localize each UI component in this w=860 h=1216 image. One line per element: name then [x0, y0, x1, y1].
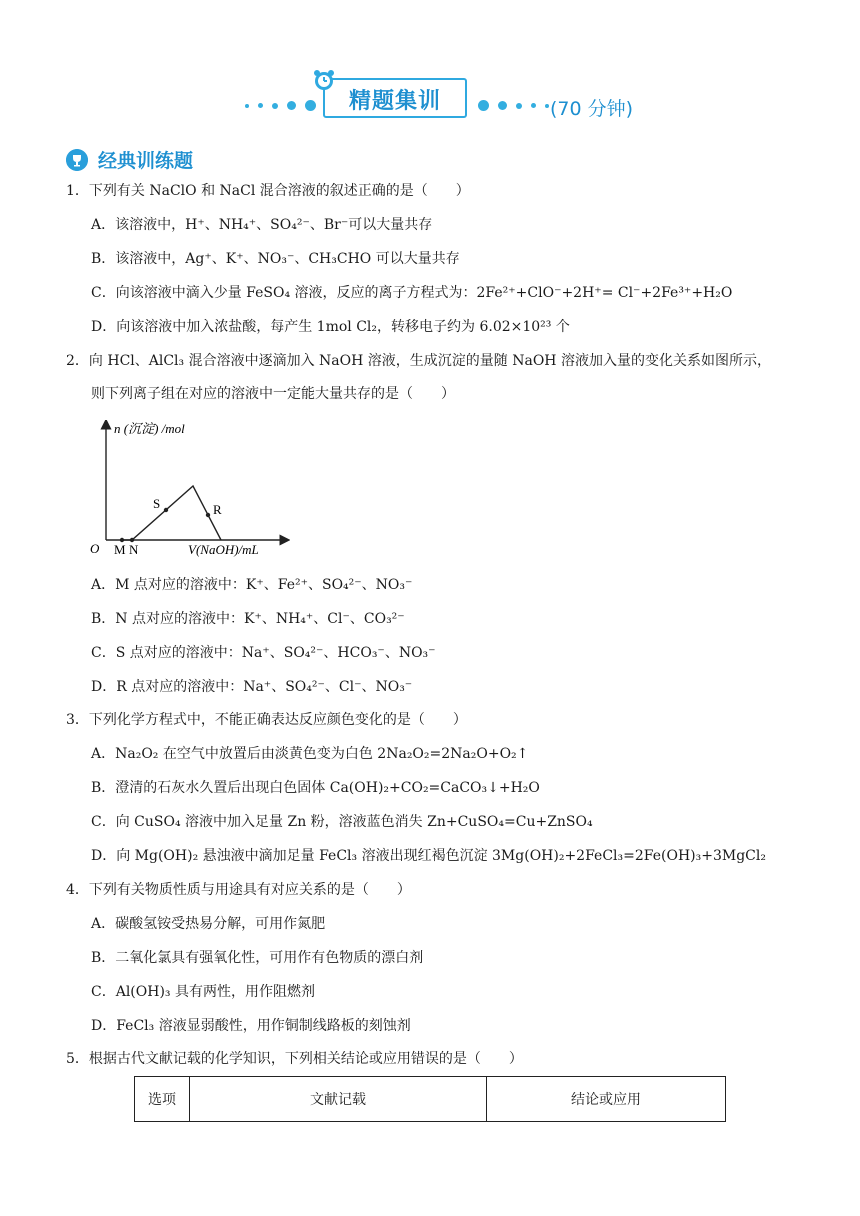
decor-dots-left	[245, 100, 316, 111]
label-s: S	[153, 496, 161, 511]
question-1-stem: 1．下列有关 NaClO 和 NaCl 混合溶液的叙述正确的是（ ）	[66, 183, 470, 199]
table-header-cell: 结论或应用	[487, 1077, 726, 1122]
question-3-option-b: B．澄清的石灰水久置后出现白色固体 Ca(OH)₂+CO₂=CaCO₃↓+H₂O	[91, 780, 540, 796]
page-title: 精题集训	[348, 89, 441, 114]
question-4-option-c: C．Al(OH)₃ 具有两性，用作阻燃剂	[91, 984, 315, 1000]
precipitate-graph	[90, 420, 290, 560]
section-title: 经典训练题	[98, 150, 194, 172]
question-4-option-b: B．二氧化氯具有强氧化性，可用作有色物质的漂白剂	[91, 950, 424, 966]
question-3-option-d: D．向 Mg(OH)₂ 悬浊液中滴加足量 FeCl₃ 溶液出现红褐色沉淀 3Mg(OH)₂+2FeCl₃=2Fe(OH)₃+3MgCl₂	[91, 848, 766, 864]
question-1-option-b: B．该溶液中，Ag⁺、K⁺、NO₃⁻、CH₃CHO 可以大量共存	[91, 251, 460, 267]
question-5-table	[134, 1076, 726, 1122]
label-m: M	[114, 542, 126, 557]
question-1-option-c: C．向该溶液中滴入少量 FeSO₄ 溶液，反应的离子方程式为：2Fe²⁺+ClO⁻+2H⁺= Cl⁻+2Fe³⁺+H₂O	[91, 285, 733, 301]
y-axis-label: n (沉淀) /mol	[114, 421, 185, 436]
trophy-icon	[66, 149, 88, 171]
question-3-option-c: C．向 CuSO₄ 溶液中加入足量 Zn 粉，溶液蓝色消失 Zn+CuSO₄=Cu+ZnSO₄	[91, 814, 593, 830]
question-2-stem-line1: 2．向 HCl、AlCl₃ 混合溶液中逐滴加入 NaOH 溶液，生成沉淀的量随 NaOH 溶液加入量的变化关系如图所示，	[66, 353, 771, 369]
title-box	[323, 78, 467, 118]
decor-dots-right	[478, 100, 549, 111]
question-4-option-d: D．FeCl₃ 溶液显弱酸性，用作铜制线路板的刻蚀剂	[91, 1018, 411, 1034]
x-axis-label: V(NaOH)/mL	[188, 542, 259, 557]
question-2-option-d: D．R 点对应的溶液中：Na⁺、SO₄²⁻、Cl⁻、NO₃⁻	[91, 679, 413, 695]
section-header	[0, 72, 860, 122]
label-r: R	[213, 502, 222, 517]
point-s	[164, 508, 168, 512]
question-2-option-b: B．N 点对应的溶液中：K⁺、NH₄⁺、Cl⁻、CO₃²⁻	[91, 611, 405, 627]
question-4-stem: 4．下列有关物质性质与用途具有对应关系的是（ ）	[66, 882, 411, 898]
question-1-option-a: A．该溶液中，H⁺、NH₄⁺、SO₄²⁻、Br⁻可以大量共存	[91, 217, 433, 233]
table-header-cell: 文献记载	[190, 1077, 487, 1122]
label-n: N	[129, 542, 139, 557]
duration-label: (70 分钟)	[550, 98, 634, 120]
question-2-option-a: A．M 点对应的溶液中：K⁺、Fe²⁺、SO₄²⁻、NO₃⁻	[91, 577, 413, 593]
section-title-row	[66, 146, 193, 173]
question-1-option-d: D．向该溶液中加入浓盐酸，每产生 1mol Cl₂，转移电子约为 6.02×10²³ 个	[91, 319, 570, 335]
point-r	[206, 513, 210, 517]
origin-label: O	[90, 541, 100, 556]
question-4-option-a: A．碳酸氢铵受热易分解，可用作氮肥	[91, 916, 326, 932]
question-2-option-c: C．S 点对应的溶液中：Na⁺、SO₄²⁻、HCO₃⁻、NO₃⁻	[91, 645, 436, 661]
question-5-stem: 5．根据古代文献记载的化学知识，下列相关结论或应用错误的是（ ）	[66, 1051, 523, 1067]
precipitate-curve	[122, 486, 221, 540]
question-3-option-a: A．Na₂O₂ 在空气中放置后由淡黄色变为白色 2Na₂O₂=2Na₂O+O₂↑	[91, 746, 529, 762]
alarm-clock-icon	[312, 68, 336, 92]
table-header-cell: 选项	[135, 1077, 190, 1122]
question-2-stem-line2: 则下列离子组在对应的溶液中一定能大量共存的是（ ）	[91, 386, 455, 402]
question-3-stem: 3．下列化学方程式中，不能正确表达反应颜色变化的是（ ）	[66, 712, 467, 728]
table-header-row	[135, 1077, 726, 1122]
